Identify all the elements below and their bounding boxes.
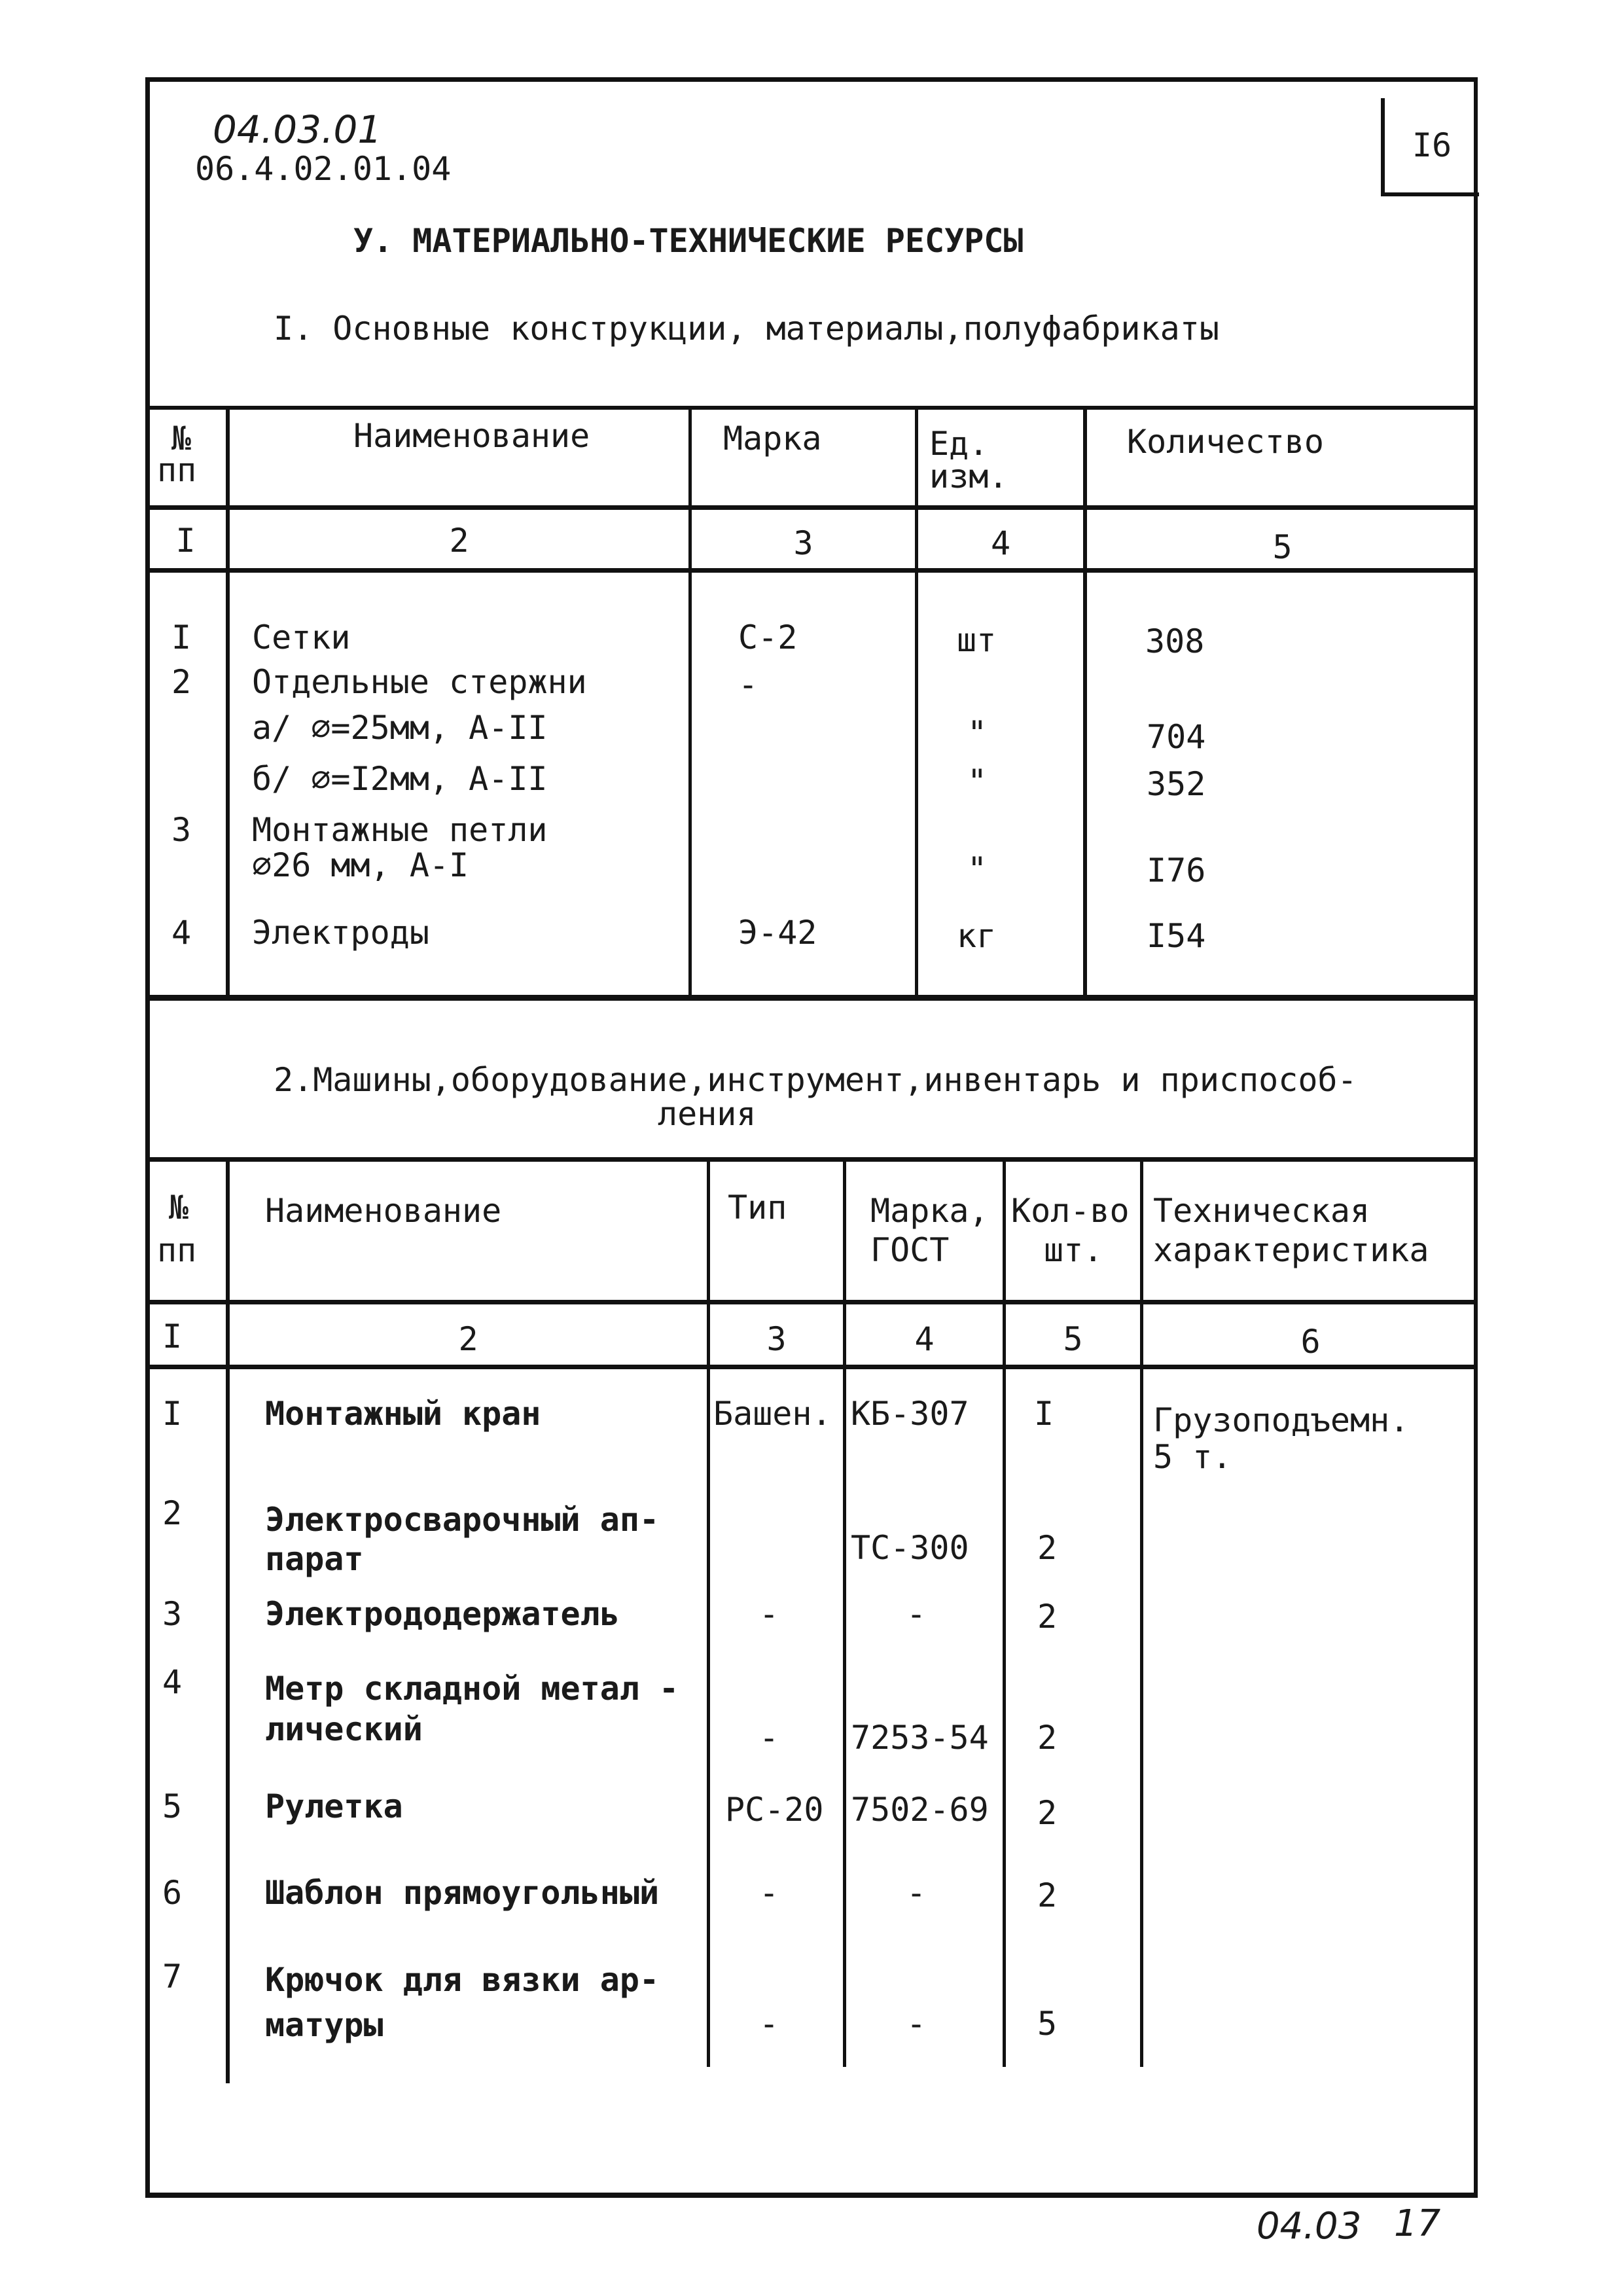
t2-colnum: I bbox=[162, 1318, 183, 1355]
t1-row-name: ∅26 мм, А-I bbox=[252, 846, 469, 884]
t1-header-mark: Марка bbox=[723, 420, 822, 457]
footer-page-number: 17 bbox=[1394, 2202, 1441, 2245]
t2-row-num: 4 bbox=[162, 1663, 183, 1701]
table1-col-sep bbox=[915, 406, 918, 998]
t2-colnum: 3 bbox=[766, 1320, 787, 1358]
t2-row-type: РС-20 bbox=[725, 1791, 824, 1829]
t1-header-unit2: изм. bbox=[929, 457, 1008, 495]
t2-row-qty: 2 bbox=[1037, 1794, 1058, 1832]
t2-row-qty: I bbox=[1034, 1395, 1054, 1433]
t1-row-unit: " bbox=[967, 850, 988, 888]
t2-row-type: - bbox=[759, 2005, 779, 2043]
t2-header-name: Наименование bbox=[265, 1192, 502, 1230]
subtitle-materials: I. Основные конструкции, материалы,полуфабрикаты bbox=[274, 310, 1219, 348]
t2-row-type: - bbox=[759, 1595, 779, 1633]
document-code: 06.4.02.01.04 bbox=[195, 150, 452, 188]
t2-row-name: Монтажный кран bbox=[265, 1395, 541, 1433]
table2-col-sep bbox=[1003, 1157, 1006, 2067]
t2-row-name2: лический bbox=[265, 1710, 423, 1748]
t2-header-qty2: шт. bbox=[1044, 1231, 1103, 1269]
t2-header-tech: Техническая bbox=[1153, 1192, 1370, 1230]
t1-colnum: 3 bbox=[793, 524, 813, 562]
t2-row-num: 6 bbox=[162, 1874, 183, 1912]
table1-top-line bbox=[145, 406, 1478, 410]
t2-row-num: 2 bbox=[162, 1494, 183, 1532]
t2-header-tech2: характеристика bbox=[1153, 1231, 1429, 1269]
t1-row-name: Сетки bbox=[252, 619, 351, 656]
handwritten-code: 04.03.01 bbox=[213, 107, 382, 152]
table1-col-sep bbox=[1083, 406, 1087, 998]
t1-colnum: 4 bbox=[990, 524, 1011, 562]
table1-numbers-line bbox=[145, 568, 1478, 573]
table2-col-sep bbox=[843, 1157, 846, 2067]
t2-header-num: № bbox=[169, 1189, 189, 1227]
t2-row-qty: 2 bbox=[1037, 1529, 1058, 1567]
t2-row-mark: КБ-307 bbox=[851, 1395, 969, 1433]
table1-header-line bbox=[145, 505, 1478, 510]
t2-row-num: 3 bbox=[162, 1595, 183, 1633]
t2-row-name: Шаблон прямоугольный bbox=[265, 1874, 660, 1912]
t2-header-mark: Марка, bbox=[870, 1192, 989, 1230]
t2-colnum: 6 bbox=[1300, 1323, 1321, 1361]
t2-row-qty: 2 bbox=[1037, 1876, 1058, 1914]
t2-row-qty: 2 bbox=[1037, 1719, 1058, 1757]
t2-row-mark: ТС-300 bbox=[851, 1529, 969, 1567]
t2-row-tech: Грузоподъемн. bbox=[1153, 1401, 1410, 1439]
t1-row-qty: 704 bbox=[1147, 718, 1206, 756]
t1-header-num: № bbox=[171, 420, 192, 457]
t2-row-name2: парат bbox=[265, 1540, 364, 1578]
t1-row-mark: Э-42 bbox=[738, 914, 817, 952]
t1-row-qty: 352 bbox=[1147, 765, 1206, 803]
t2-row-mark: - bbox=[906, 2005, 927, 2043]
t1-header-name: Наименование bbox=[353, 417, 590, 455]
t1-row-qty: I76 bbox=[1147, 852, 1206, 889]
t1-row-num: I bbox=[171, 619, 192, 656]
t1-colnum: 5 bbox=[1272, 528, 1293, 566]
t1-row-mark: С-2 bbox=[738, 619, 798, 656]
t2-row-name2: матуры bbox=[265, 2006, 383, 2044]
t1-row-qty: 308 bbox=[1145, 622, 1205, 660]
t1-row-name: Электроды bbox=[252, 914, 429, 952]
sheet-number: I6 bbox=[1412, 126, 1452, 164]
t2-row-num: 7 bbox=[162, 1958, 183, 1996]
t2-header-num2: пп bbox=[157, 1231, 197, 1269]
t2-row-mark: 7253-54 bbox=[851, 1719, 989, 1757]
t1-row-unit: шт bbox=[957, 621, 997, 659]
t1-row-unit: " bbox=[967, 714, 988, 752]
table2-numbers-line bbox=[145, 1365, 1478, 1369]
t1-row-num: 2 bbox=[171, 663, 192, 701]
table1-col-sep bbox=[688, 406, 692, 998]
table2-top-line bbox=[145, 1157, 1478, 1162]
t1-row-qty: I54 bbox=[1147, 917, 1206, 955]
t2-row-tech2: 5 т. bbox=[1153, 1438, 1232, 1476]
t1-row-num: 3 bbox=[171, 811, 192, 849]
t1-colnum: 2 bbox=[449, 522, 469, 560]
t1-row-mark: - bbox=[738, 666, 758, 704]
t2-colnum: 4 bbox=[914, 1320, 935, 1358]
table1-bottom-line bbox=[145, 995, 1478, 1001]
t2-row-name: Метр складной метал - bbox=[265, 1670, 679, 1708]
subtitle-machines: 2.Машины,оборудование,инструмент,инвентарь и приспособ- bbox=[274, 1061, 1357, 1099]
t2-row-qty: 2 bbox=[1037, 1598, 1058, 1636]
t2-header-qty: Кол-во bbox=[1011, 1192, 1130, 1230]
t2-header-mark2: ГОСТ bbox=[870, 1231, 950, 1269]
t2-row-type: Башен. bbox=[713, 1395, 832, 1433]
t1-row-name: б/ ∅=I2мм, А-II bbox=[252, 760, 548, 798]
table2-header-line bbox=[145, 1300, 1478, 1304]
t1-row-unit: кг bbox=[957, 917, 997, 955]
t2-row-num: 5 bbox=[162, 1787, 183, 1825]
t2-row-name: Крючок для вязки ар- bbox=[265, 1961, 660, 1999]
t2-row-num: I bbox=[162, 1395, 183, 1433]
subtitle-machines-cont: ления bbox=[658, 1095, 757, 1133]
t2-row-mark: - bbox=[906, 1874, 927, 1912]
t2-row-name: Рулетка bbox=[265, 1787, 403, 1825]
t2-row-type: - bbox=[759, 1874, 779, 1912]
t2-row-name: Электрододержатель bbox=[265, 1595, 620, 1633]
t1-row-unit: " bbox=[967, 762, 988, 800]
t1-header-unit: Ед. bbox=[929, 425, 989, 463]
t2-row-qty: 5 bbox=[1037, 2005, 1058, 2043]
t2-row-name: Электросварочный ап- bbox=[265, 1501, 660, 1539]
t1-row-name: Монтажные петли bbox=[252, 811, 548, 849]
table2-col-sep bbox=[226, 1157, 230, 2083]
section-title: У. МАТЕРИАЛЬНО-ТЕХНИЧЕСКИЕ РЕСУРСЫ bbox=[353, 222, 1024, 260]
t2-header-type: Тип bbox=[728, 1189, 787, 1227]
table2-col-sep bbox=[1140, 1157, 1143, 2067]
table1-col-sep bbox=[226, 406, 230, 998]
t1-row-num: 4 bbox=[171, 914, 192, 952]
t2-colnum: 5 bbox=[1063, 1320, 1083, 1358]
table2-col-sep bbox=[707, 1157, 710, 2067]
footer-handwritten-code: 04.03 bbox=[1257, 2205, 1362, 2248]
t1-colnum: I bbox=[175, 522, 196, 560]
t2-row-mark: - bbox=[906, 1595, 927, 1633]
t2-row-type: - bbox=[759, 1719, 779, 1757]
t1-header-qty: Количество bbox=[1127, 423, 1325, 461]
t2-row-mark: 7502-69 bbox=[851, 1791, 989, 1829]
t1-row-name: а/ ∅=25мм, А-II bbox=[252, 709, 548, 747]
t2-colnum: 2 bbox=[458, 1320, 478, 1358]
sheet-number-box bbox=[1381, 98, 1479, 196]
t1-row-name: Отдельные стержни bbox=[252, 663, 587, 701]
t1-header-num2: пп bbox=[157, 451, 197, 489]
